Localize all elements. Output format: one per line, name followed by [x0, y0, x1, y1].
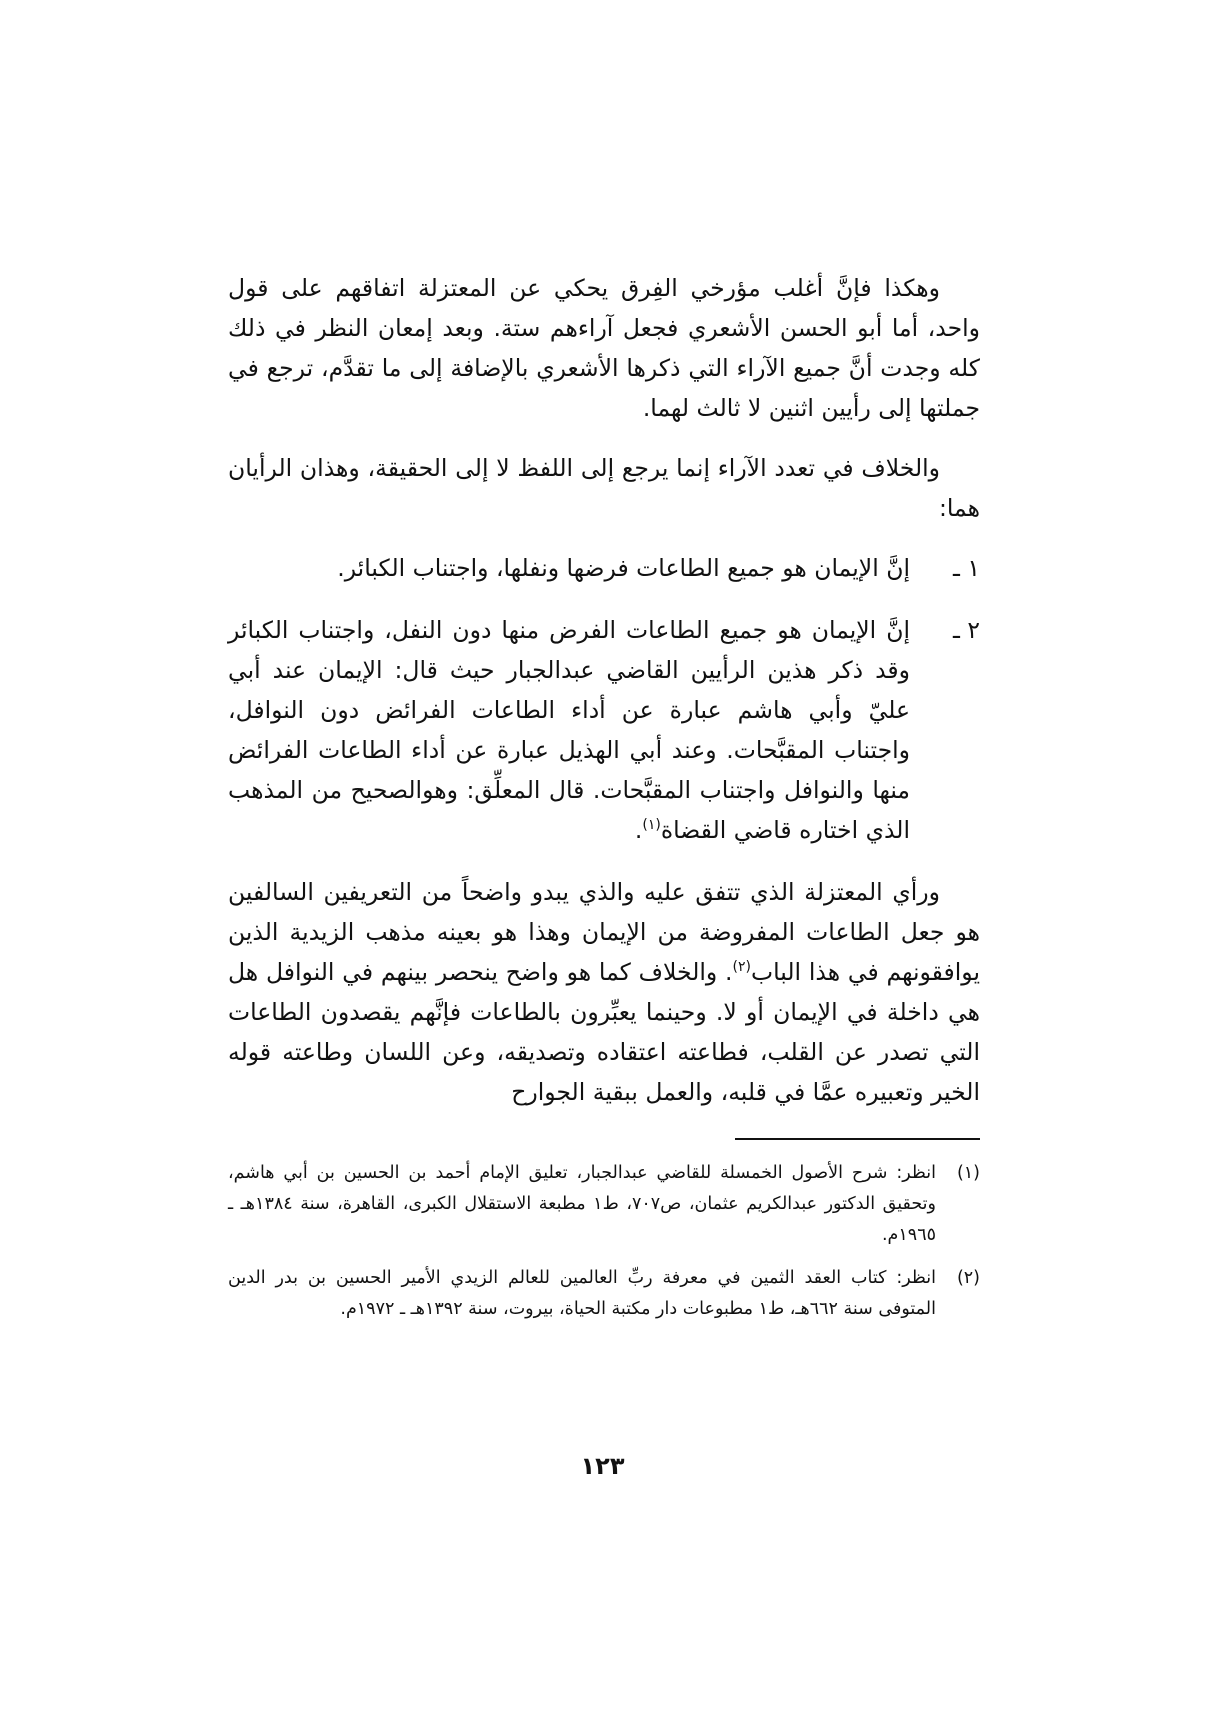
list-item-2 — [228, 610, 980, 850]
footnote-1 — [228, 1158, 980, 1251]
list-item-1-text: إنَّ الإيمان هو جميع الطاعات فرضها ونفلها، واجتناب الكبائر. — [337, 554, 910, 582]
footnote-1-number: (١) — [956, 1163, 980, 1183]
list-item-2-number: ٢ ـ — [953, 616, 980, 644]
footnote-separator — [735, 1138, 980, 1140]
footnote-1-text: انظر: شرح الأصول الخمسلة للقاضي عبدالجبار، تعليق الإمام أحمد بن الحسين بن أبي هاشم، وتحقيق الدكتور عبدالكريم عثمان، ص٧٠٧، ط١ مطبعة الاستقلال الكبرى، القاهرة، سنة ١٣٨٤هـ ـ ١٩٦٥م. — [228, 1163, 936, 1245]
page-number: ١٢٣ — [580, 1452, 625, 1480]
footnote-ref-1[interactable]: (١) — [642, 817, 661, 834]
list-item-2-end: . — [634, 816, 643, 844]
paragraph-3-part-b: . والخلاف كما هو واضح ينحصر بينهم في النوافل هل هي داخلة في الإيمان أو لا. وحينما يعبِّرون بالطاعات فإنَّهم يقصدون الطاعات التي تصدر عن القلب، فطاعته اعتقاده وتصديقه، وعن اللسان وطاعته قوله الخير وتعبيره عمَّا في قلبه، والعمل ببقية الجوارح — [228, 958, 980, 1106]
paragraph-2: والخلاف في تعدد الآراء إنما يرجع إلى اللفظ لا إلى الحقيقة، وهذان الرأيان هما: — [228, 454, 980, 522]
list-item-1 — [228, 548, 980, 588]
paragraph-3-part-a: ورأي المعتزلة الذي تتفق عليه والذي يبدو واضحاً من التعريفين السالفين هو جعل الطاعات المفروضة من الإيمان وهذا هو بعينه مذهب الزيدية الذين يوافقونهم في هذا الباب — [228, 878, 980, 986]
footnote-2-number: (٢) — [956, 1268, 980, 1288]
footnote-ref-2[interactable]: (٢) — [732, 959, 751, 976]
footnote-2 — [228, 1263, 980, 1325]
footnote-2-text: انظر: كتاب العقد الثمين في معرفة ربِّ العالمين للعالم الزيدي الأمير الحسين بن بدر الدين المتوفى سنة ٦٦٢هـ، ط١ مطبوعات دار مكتبة الحياة، بيروت، سنة ١٣٩٢هـ ـ ١٩٧٢م. — [228, 1268, 936, 1319]
paragraph-1: وهكذا فإنَّ أغلب مؤرخي الفِرق يحكي عن المعتزلة اتفاقهم على قول واحد، أما أبو الحسن الأشعري فجعل آراءهم ستة. وبعد إمعان النظر في ذلك كله وجدت أنَّ جميع الآراء التي ذكرها الأشعري بالإضافة إلى ما تقدَّم، ترجع في جملتها إلى رأيين اثنين لا ثالث لهما. — [228, 274, 980, 422]
list-item-1-number: ١ ـ — [953, 554, 980, 582]
paragraph-3 — [228, 872, 980, 1112]
page-body — [228, 268, 980, 1337]
list-item-2-text-wrapper — [228, 610, 910, 850]
list-item-2-text: إنَّ الإيمان هو جميع الطاعات الفرض منها دون النفل، واجتناب الكبائر وقد ذكر هذين الرأيين القاضي عبدالجبار حيث قال: الإيمان عند أبي عليّ وأبي هاشم عبارة عن أداء الطاعات الفرائض دون النوافل، واجتناب المقبَّحات. وعند أبي الهذيل عبارة عن أداء الطاعات الفرائض منها والنوافل واجتناب المقبَّحات. قال المعلِّق: وهوالصحيح من المذهب الذي اختاره قاضي القضاة — [228, 616, 910, 844]
